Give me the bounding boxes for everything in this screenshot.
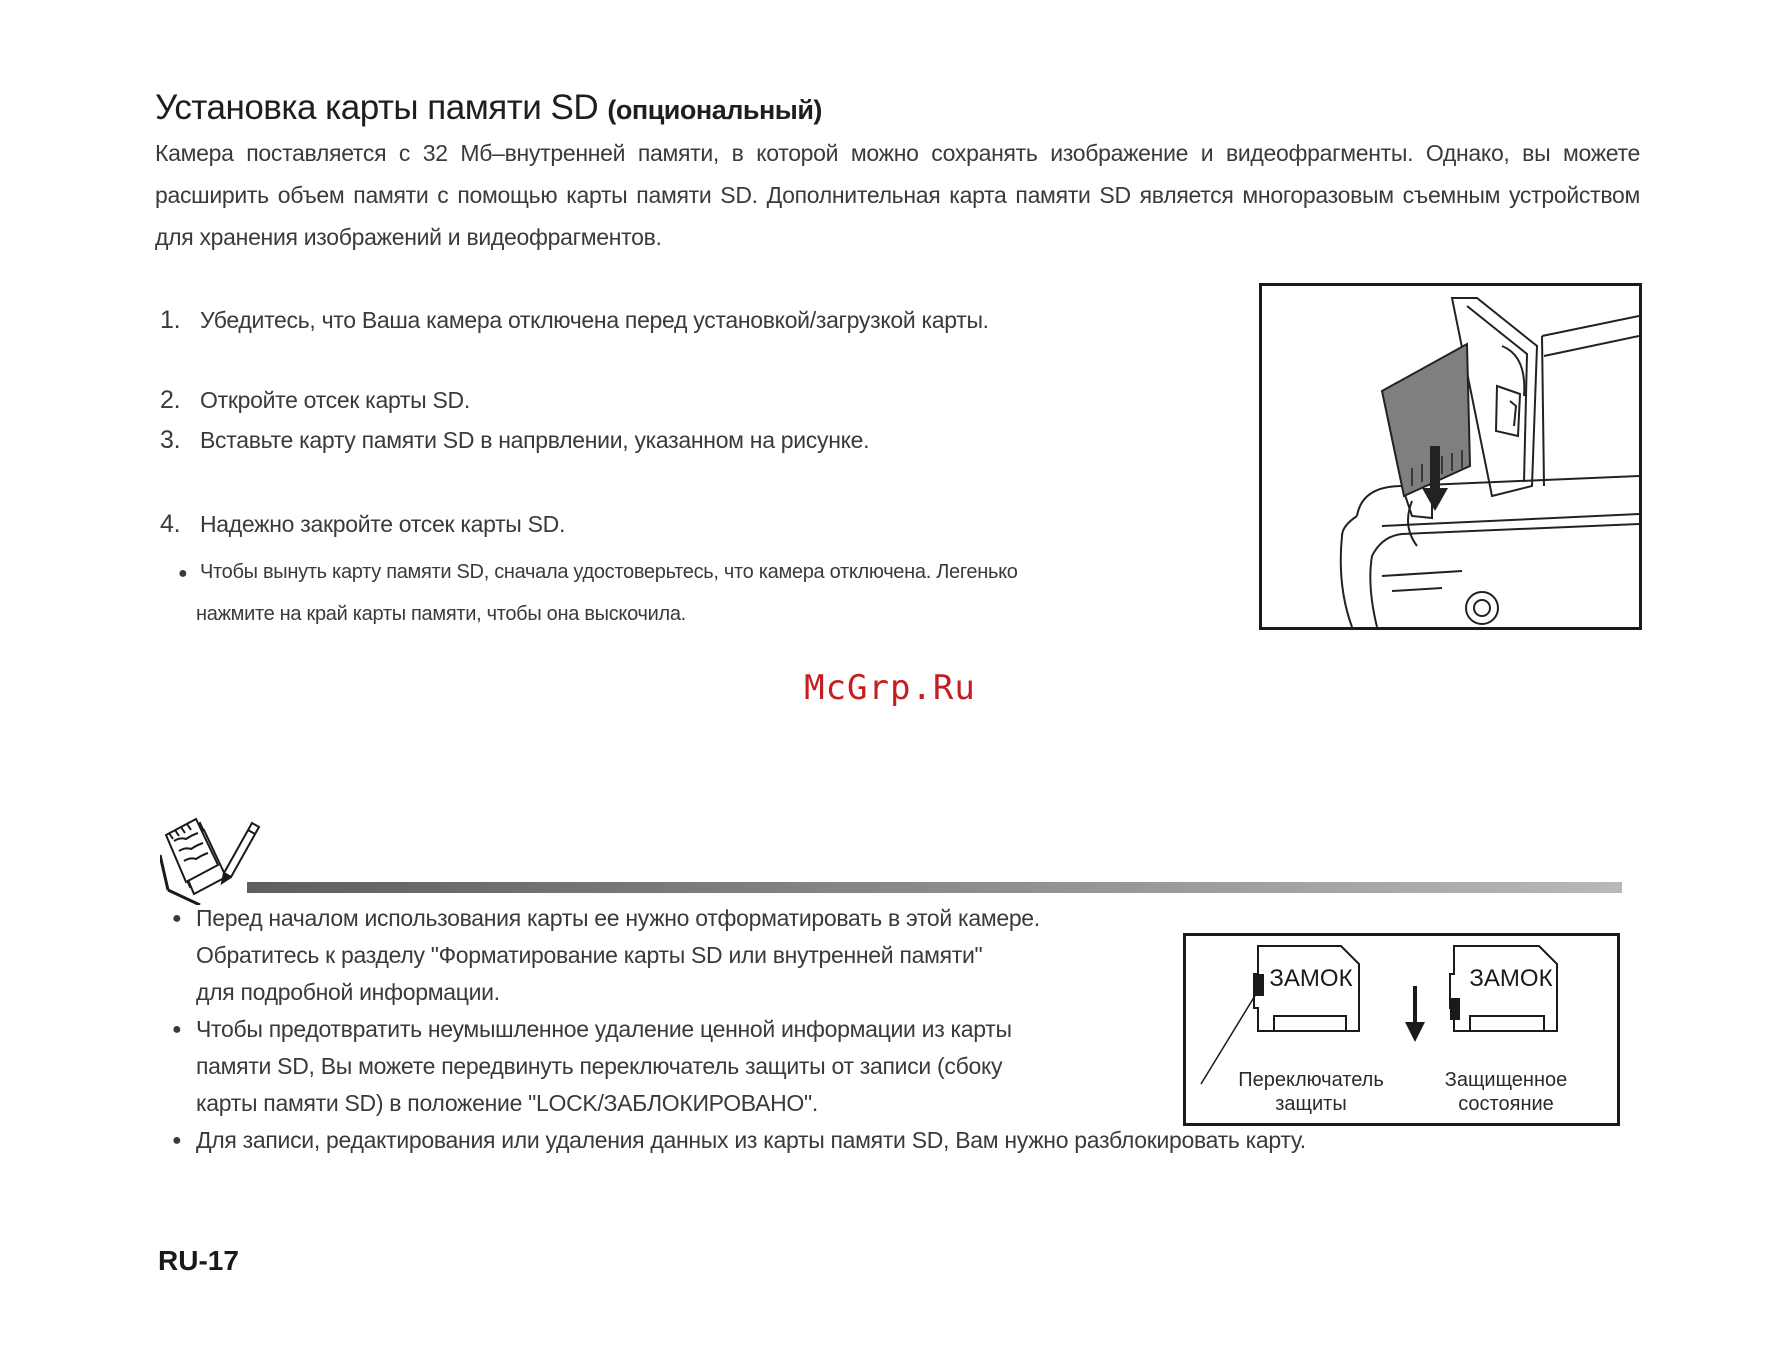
bullet-icon: ● (172, 1021, 182, 1038)
step-3 (160, 426, 869, 455)
tip-line-1: Чтобы вынуть карту памяти SD, сначала удостоверьтесь, что камера отключена. Легенько (200, 561, 1018, 583)
step-text: Надежно закройте отсек карты SD. (200, 511, 566, 537)
note-divider (247, 882, 1622, 893)
step-number: 3. (160, 426, 181, 454)
bullet-icon: ● (178, 565, 188, 582)
page-number: RU-17 (158, 1245, 239, 1276)
page-title (155, 88, 822, 128)
lock-switch-diagram (1183, 933, 1620, 1126)
step-text: Откройте отсек карты SD. (200, 387, 470, 413)
step-number: 4. (160, 510, 181, 538)
step-number: 1. (160, 306, 181, 334)
bullet-icon: ● (172, 910, 182, 927)
step-4 (160, 510, 565, 539)
note-line: Обратитесь к разделу "Форматирование карты SD или внутренней памяти" (196, 942, 983, 968)
lock-tab-unlocked (1254, 974, 1264, 996)
note-line: Для записи, редактирования или удаления данных из карты памяти SD, Вам нужно разблокировать карту. (196, 1127, 1306, 1153)
right-caption-line-2: состояние (1458, 1093, 1554, 1115)
intro-paragraph: Камера поставляется с 32 Мб–внутренней памяти, в которой можно сохранять изображение и видеофрагменты. Однако, вы можете расширить объем памяти с помощью карты памяти SD. Дополнительная карта памяти SD является многоразовым съемным устройством для хранения изображений и видеофрагментов. (155, 140, 1640, 250)
step-text: Убедитесь, что Ваша камера отключена перед установкой/загрузкой карты. (200, 307, 989, 333)
note-line: Перед началом использования карты ее нужно отформатировать в этой камере. (196, 905, 1040, 931)
step-2 (160, 386, 470, 415)
tip-line-2: нажмите на край карты памяти, чтобы она выскочила. (196, 603, 686, 625)
watermark: McGrp.Ru (804, 668, 976, 708)
note-line: памяти SD, Вы можете передвинуть переключатель защиты от записи (сбоку (196, 1053, 1003, 1079)
removal-tip (178, 552, 1018, 634)
step-number: 2. (160, 386, 181, 414)
title-sub: (опциональный) (607, 95, 822, 125)
title-main: Установка карты памяти SD (155, 88, 599, 127)
note-line: карты памяти SD) в положение "LOCK/ЗАБЛОКИРОВАНО". (196, 1090, 818, 1116)
step-1 (160, 306, 989, 335)
camera-sd-slot-drawing (1262, 286, 1639, 627)
lock-tab-locked (1450, 998, 1460, 1020)
right-card-label: ЗАМОК (1469, 965, 1553, 992)
left-card-label: ЗАМОК (1269, 965, 1353, 992)
step-text: Вставьте карту памяти SD в напрвлении, указанном на рисунке. (200, 427, 870, 453)
left-caption-line-2: защиты (1275, 1093, 1347, 1115)
sd-card-shape (1382, 344, 1470, 496)
note-line: для подробной информации. (196, 979, 500, 1005)
sd-lock-drawing (1186, 936, 1617, 1123)
sd-insertion-illustration (1259, 283, 1642, 630)
left-caption-line-1: Переключатель (1238, 1069, 1384, 1091)
note-line: Чтобы предотвратить неумышленное удаление ценной информации из карты (196, 1016, 1012, 1042)
lock-arrow-icon (1405, 986, 1425, 1042)
bullet-icon: ● (172, 1132, 182, 1149)
right-caption-line-1: Защищенное (1444, 1069, 1568, 1091)
